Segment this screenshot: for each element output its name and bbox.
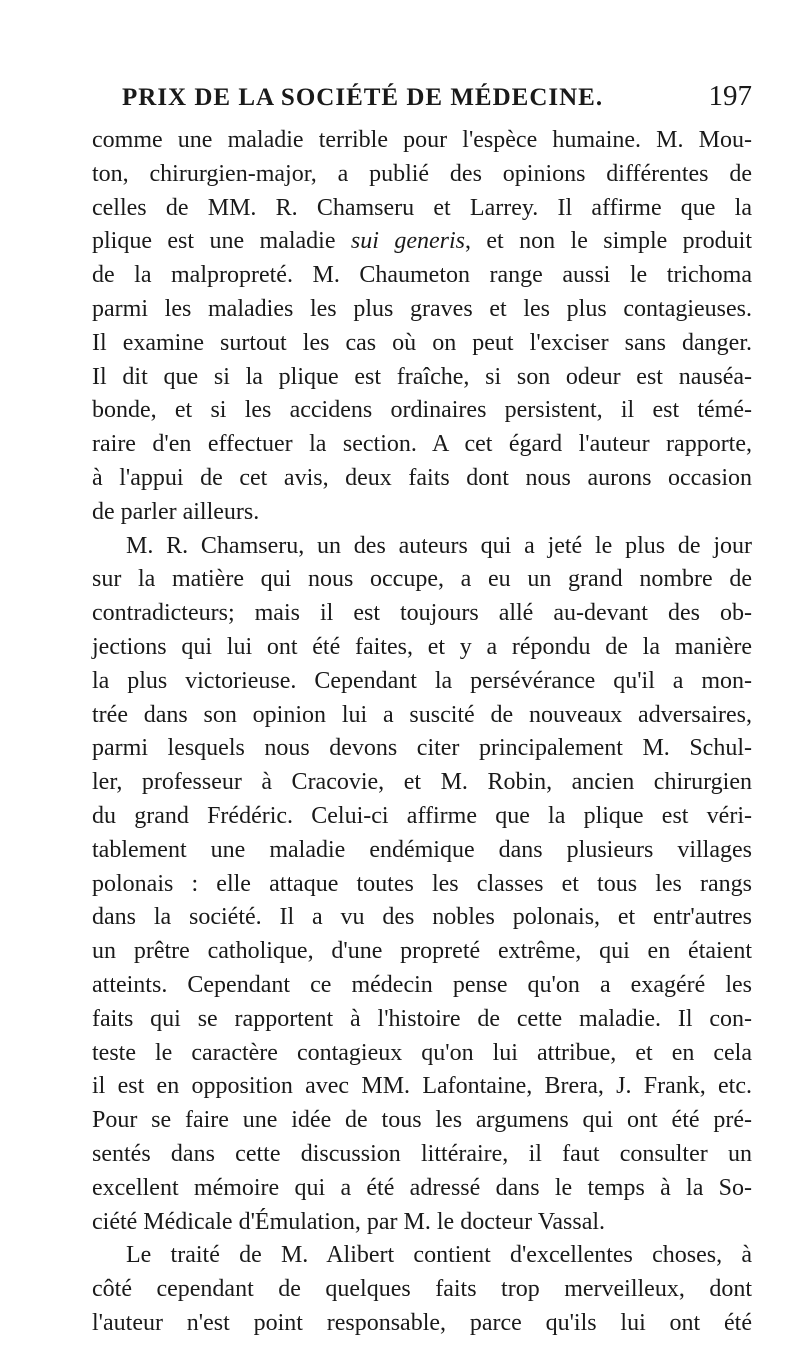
text-line: Pour se faire une idée de tous les argumens qui ont été pré- <box>92 1107 752 1134</box>
text-line: raire d'en effectuer la section. A cet égard l'auteur rapporte, <box>92 431 752 458</box>
page-number: 197 <box>708 80 752 112</box>
text-line: dans la société. Il a vu des nobles polonais, et entr'autres <box>92 904 752 931</box>
text-line: Il dit que si la plique est fraîche, si son odeur est nauséa- <box>92 363 752 390</box>
text-line: ton, chirurgien-major, a publié des opinions différentes de <box>92 160 752 187</box>
running-title: PRIX DE LA SOCIÉTÉ DE MÉDECINE. <box>122 84 604 111</box>
text-line: teste le caractère contagieux qu'on lui attribue, et en cela <box>92 1039 752 1066</box>
text-line: il est en opposition avec MM. Lafontaine, Brera, J. Frank, etc. <box>92 1073 752 1100</box>
text-line: à l'appui de cet avis, deux faits dont nous aurons occasion <box>92 464 752 491</box>
text-line: Il examine surtout les cas où on peut l'exciser sans danger. <box>92 329 752 356</box>
text-line: sur la matière qui nous occupe, a eu un grand nombre de <box>92 566 752 593</box>
text-line: Le traité de M. Alibert contient d'excellentes choses, à <box>126 1242 752 1269</box>
text-line: un prêtre catholique, d'une propreté extrême, qui en étaient <box>92 938 752 965</box>
text-line: parmi les maladies les plus graves et les plus contagieuses. <box>92 295 752 322</box>
text-line <box>92 225 752 259</box>
text-line: tablement une maladie endémique dans plusieurs villages <box>92 836 752 863</box>
text-line: M. R. Chamseru, un des auteurs qui a jeté le plus de jour <box>126 532 752 559</box>
text-line: polonais : elle attaque toutes les classes et tous les rangs <box>92 870 752 897</box>
text-line: trée dans son opinion lui a suscité de nouveaux adversaires, <box>92 701 752 728</box>
latin-term: sui generis <box>350 228 465 255</box>
text-segment: , et non le simple produit <box>464 228 752 255</box>
text-line: du grand Frédéric. Celui-ci affirme que la plique est véri- <box>92 802 752 829</box>
text-line: atteints. Cependant ce médecin pense qu'on a exagéré les <box>92 971 752 998</box>
text-line: de parler ailleurs. <box>92 498 260 525</box>
text-line: bonde, et si les accidens ordinaires persistent, il est témé- <box>92 397 752 424</box>
running-head <box>92 80 752 120</box>
text-line: ler, professeur à Cracovie, et M. Robin, ancien chirurgien <box>92 769 752 796</box>
text-line: excellent mémoire qui a été adressé dans le temps à la So- <box>92 1174 752 1201</box>
text-line: la plus victorieuse. Cependant la persévérance qu'il a mon- <box>92 667 752 694</box>
text-line: contradicteurs; mais il est toujours allé au-devant des ob- <box>92 600 752 627</box>
text-line: côté cependant de quelques faits trop merveilleux, dont <box>92 1276 752 1303</box>
text-line: ciété Médicale d'Émulation, par M. le docteur Vassal. <box>92 1208 606 1235</box>
text-line: sentés dans cette discussion littéraire, il faut consulter un <box>92 1140 752 1167</box>
text-segment: plique est une maladie <box>92 228 351 255</box>
text-line: faits qui se rapportent à l'histoire de cette maladie. Il con- <box>92 1005 752 1032</box>
text-line: comme une maladie terrible pour l'espèce humaine. M. Mou- <box>92 127 752 153</box>
text-line: celles de MM. R. Chamseru et Larrey. Il affirme que la <box>92 194 752 221</box>
text-line: jections qui lui ont été faites, et y a répondu de la manière <box>92 633 752 660</box>
text-line: parmi lesquels nous devons citer principalement M. Schul- <box>92 735 752 762</box>
text-line: l'auteur n'est point responsable, parce qu'ils lui ont été <box>92 1309 752 1336</box>
body-text <box>92 124 752 1341</box>
text-line: de la malpropreté. M. Chaumeton range aussi le trichoma <box>92 262 752 289</box>
